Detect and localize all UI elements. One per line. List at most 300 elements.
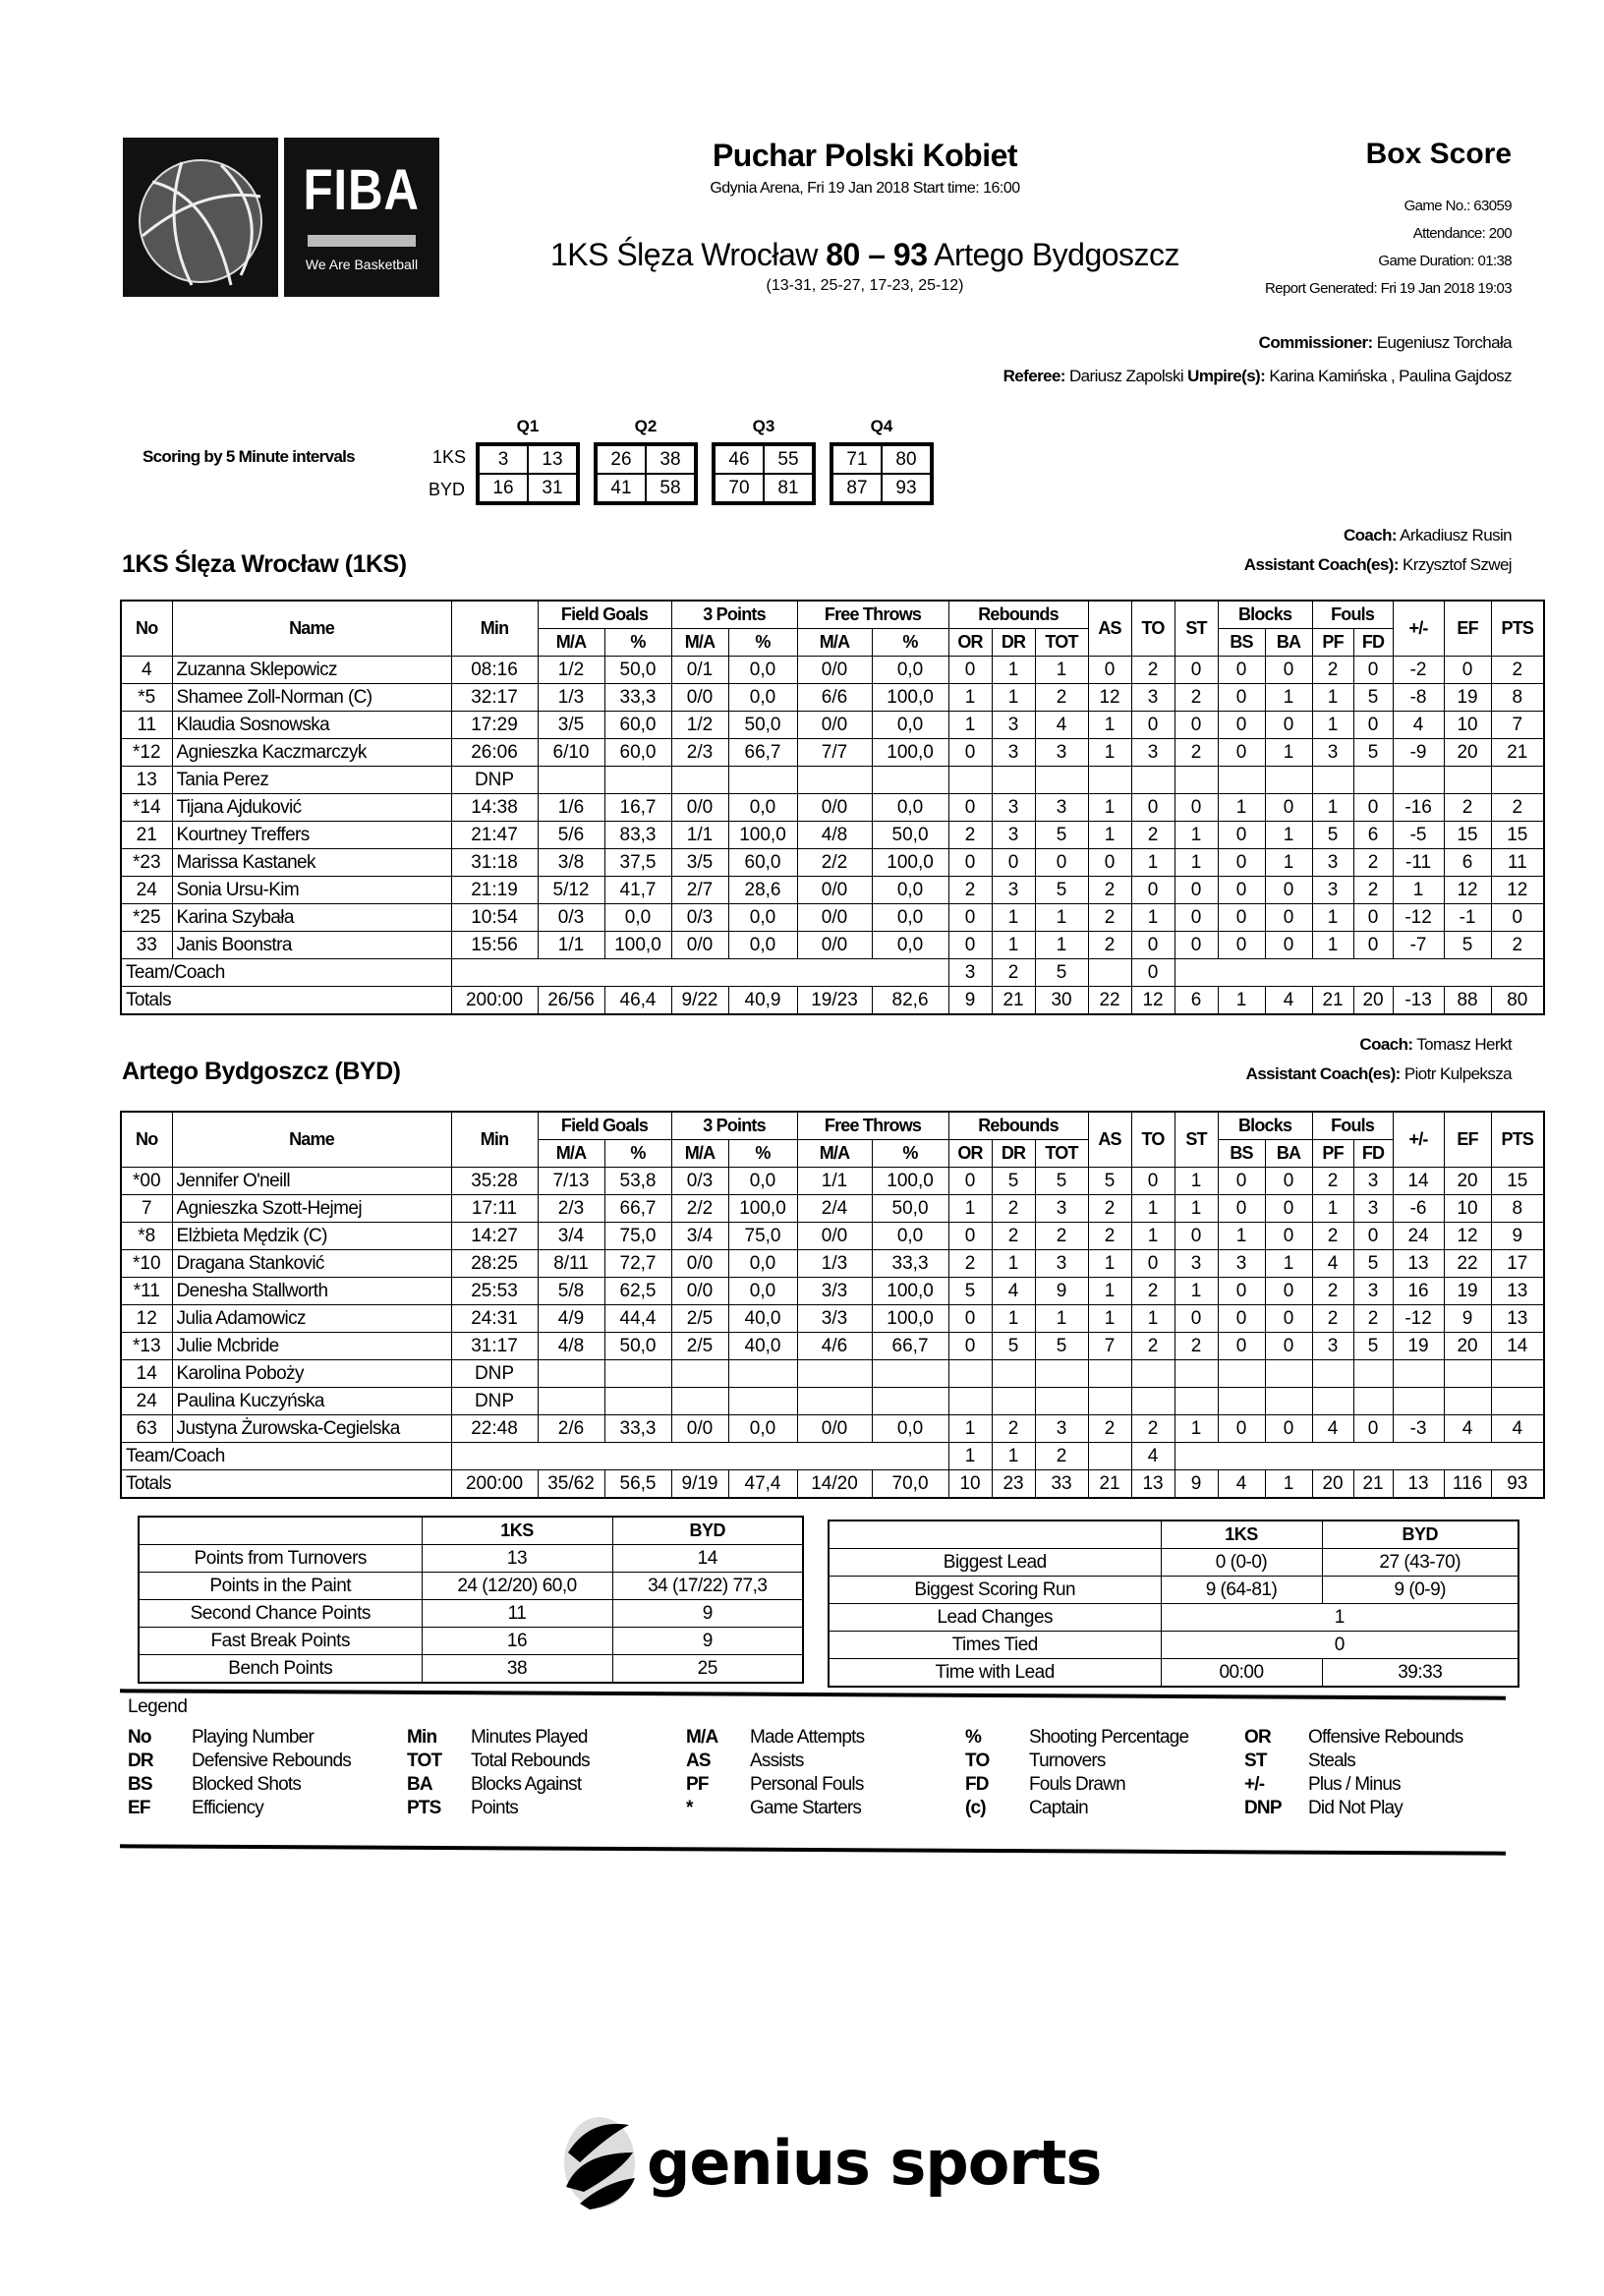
cell-ft-ma: 0/0 [797,712,872,739]
cell-tp-pct: 28,6 [728,877,797,904]
stats-label: Bench Points [139,1655,422,1684]
cell-name: Paulina Kuczyńska [172,1388,451,1415]
cell-pts: 8 [1491,684,1544,712]
logo-bar [308,235,416,247]
cell-as: 1 [1088,822,1131,849]
cell-as: 2 [1088,1415,1131,1443]
cell-number: *12 [121,739,172,767]
cell-pts: 9 [1491,1223,1544,1250]
team-coach-to: 0 [1131,959,1174,987]
legend-abbr: PTS [407,1798,441,1818]
cell-st: 0 [1174,932,1218,959]
cell-fd: 0 [1353,932,1393,959]
cell-pf [1312,1360,1353,1388]
total-dr: 23 [992,1470,1035,1499]
team-stats-table-right [828,1520,1519,1688]
cell-name: Justyna Żurowska-Cegielska [172,1415,451,1443]
cell-ba: 0 [1265,1278,1312,1305]
interval-team-away: BYD [429,480,466,499]
cell-bs: 0 [1218,1278,1265,1305]
col-subheader-tot: TOT [1035,629,1088,657]
col-header-pts: PTS [1491,601,1544,657]
cell-ft-ma: 2/2 [797,849,872,877]
genius-sports-logo [560,2113,1101,2211]
cell-bs: 1 [1218,794,1265,822]
legend-desc: Efficiency [192,1798,263,1818]
assistant-label: Assistant Coach(es): [1243,555,1399,574]
home-team-name: 1KS Ślęza Wrocław [549,237,818,272]
cell-pts [1491,767,1544,794]
col-header-blocks: Blocks [1218,1112,1312,1140]
cell-dr: 5 [992,1333,1035,1360]
cell-ef: 19 [1444,1278,1491,1305]
cell-ft-ma: 3/3 [797,1278,872,1305]
cell-fd: 5 [1353,1333,1393,1360]
cell-pts: 13 [1491,1305,1544,1333]
interval-score-away: 81 [764,474,813,502]
blank-cell [451,959,948,987]
cell-tot: 5 [1035,1168,1088,1195]
total-to: 12 [1131,987,1174,1015]
cell-name: Denesha Stallworth [172,1278,451,1305]
cell-fg-pct [604,1360,671,1388]
col-subheader-pct: % [872,629,948,657]
cell-ft-pct: 33,3 [872,1250,948,1278]
total-st: 9 [1174,1470,1218,1499]
stats-header [829,1521,1161,1549]
total-fg-ma: 26/56 [538,987,604,1015]
cell-ef: 15 [1444,822,1491,849]
cell-fg-ma: 0/3 [538,904,604,932]
total-tot: 30 [1035,987,1088,1015]
cell-plus-minus: -8 [1393,684,1444,712]
total-or: 10 [948,1470,992,1499]
col-header-ef: EF [1444,601,1491,657]
header-row [121,1112,1544,1140]
cell-ef: 2 [1444,794,1491,822]
cell-name: Tijana Ajduković [172,794,451,822]
cell-as: 1 [1088,739,1131,767]
cell-ba [1265,1360,1312,1388]
total-ba: 1 [1265,1470,1312,1499]
cell-tp-pct: 0,0 [728,794,797,822]
cell-name: Zuzanna Sklepowicz [172,657,451,684]
cell-or [948,1360,992,1388]
cell-tot: 1 [1035,657,1088,684]
cell-bs: 0 [1218,684,1265,712]
legend-desc: Defensive Rebounds [192,1751,351,1771]
report-value: Fri 19 Jan 2018 19:03 [1380,280,1512,297]
cell-minutes: 26:06 [451,739,538,767]
col-header-name: Name [172,601,451,657]
cell-plus-minus [1393,1388,1444,1415]
cell-st: 2 [1174,684,1218,712]
col-subheader-ba: BA [1265,629,1312,657]
legend-desc: Plus / Minus [1308,1774,1401,1795]
interval-score-home: 38 [646,445,695,474]
cell-as: 12 [1088,684,1131,712]
cell-st: 1 [1174,1278,1218,1305]
attendance-value: 200 [1488,225,1512,242]
attendance [1265,220,1512,248]
cell-tp-pct: 0,0 [728,1168,797,1195]
totals-label: Totals [121,987,451,1015]
stats-row [139,1600,803,1628]
cell-fd: 0 [1353,657,1393,684]
referees [1003,360,1512,393]
cell-fg-pct: 16,7 [604,794,671,822]
stats-header [139,1517,422,1545]
blank-cell [1174,1443,1544,1470]
col-header-fouls: Fouls [1312,1112,1393,1140]
cell-st: 0 [1174,712,1218,739]
cell-ft-ma [797,1360,872,1388]
cell-or: 0 [948,657,992,684]
cell-pf: 1 [1312,904,1353,932]
col-subheader-bs: BS [1218,1140,1265,1168]
cell-or: 0 [948,1168,992,1195]
cell-fg-ma: 1/3 [538,684,604,712]
cell-tp-pct [728,767,797,794]
col-subheader-pf: PF [1312,629,1353,657]
cell-ft-ma: 0/0 [797,1223,872,1250]
cell-tp-ma: 1/1 [671,822,728,849]
stats-value: 1 [1161,1604,1518,1632]
player-row [121,877,1544,904]
cell-ft-pct: 0,0 [872,794,948,822]
cell-dr: 2 [992,1223,1035,1250]
cell-fg-ma: 4/8 [538,1333,604,1360]
cell-minutes: DNP [451,1388,538,1415]
cell-pf: 2 [1312,1168,1353,1195]
col-subheader-ma: M/A [538,1140,604,1168]
cell-as: 1 [1088,1250,1131,1278]
cell-as: 2 [1088,932,1131,959]
player-row [121,1223,1544,1250]
cell-ft-pct [872,1388,948,1415]
cell-ef: 19 [1444,684,1491,712]
cell-ef [1444,1360,1491,1388]
interval-score-away: 93 [882,474,931,502]
team-coach-tot: 5 [1035,959,1088,987]
cell-number: 33 [121,932,172,959]
stats-value: 9 (0-9) [1322,1577,1518,1604]
col-subheader-pf: PF [1312,1140,1353,1168]
stats-value: 39:33 [1322,1659,1518,1688]
col-subheader-pct: % [604,1140,671,1168]
legend-abbr: M/A [686,1727,718,1748]
commissioner-value: Eugeniusz Torchała [1376,333,1512,352]
cell-tp-pct: 0,0 [728,684,797,712]
cell-name: Julie Mcbride [172,1333,451,1360]
legend-desc: Fouls Drawn [1029,1774,1125,1795]
cell-dr [992,1360,1035,1388]
total-ft-ma: 19/23 [797,987,872,1015]
cell-fg-ma: 7/13 [538,1168,604,1195]
cell-name: Elżbieta Mędzik (C) [172,1223,451,1250]
cell-ef: 6 [1444,849,1491,877]
legend-abbr: * [686,1798,693,1818]
box-score-table-away [120,1111,1545,1499]
legend-desc: Personal Fouls [750,1774,864,1795]
cell-minutes: 21:47 [451,822,538,849]
cell-fg-ma [538,1360,604,1388]
stats-row [139,1545,803,1573]
fiba-logo [123,138,439,297]
quarter-label: Q3 [752,417,775,435]
col-subheader-ma: M/A [797,629,872,657]
cell-bs: 0 [1218,1415,1265,1443]
stats-row [139,1628,803,1655]
cell-tp-ma: 0/0 [671,794,728,822]
col-subheader-ba: BA [1265,1140,1312,1168]
assistant-label: Assistant Coach(es): [1245,1064,1401,1083]
interval-score-home: 46 [715,445,764,474]
stats-value: 25 [612,1655,803,1684]
cell-fg-pct: 53,8 [604,1168,671,1195]
col-header-3-points: 3 Points [671,1112,797,1140]
game-number-label: Game No.: [1404,198,1470,214]
cell-number: 14 [121,1360,172,1388]
stats-value: 14 [612,1545,803,1573]
legend-abbr: Min [407,1727,437,1748]
interval-score-away: 16 [479,474,528,502]
cell-pts: 2 [1491,657,1544,684]
legend-abbr: BS [128,1774,152,1795]
stats-value: 38 [422,1655,612,1684]
legend-abbr: (c) [965,1798,986,1818]
legend-desc: Made Attempts [750,1727,865,1748]
cell-to: 3 [1131,684,1174,712]
total-pf: 21 [1312,987,1353,1015]
cell-ft-ma [797,767,872,794]
cell-fg-ma: 5/6 [538,822,604,849]
cell-st [1174,1360,1218,1388]
col-subheader-pct: % [728,1140,797,1168]
cell-st: 0 [1174,877,1218,904]
cell-st: 0 [1174,1223,1218,1250]
legend-desc: Game Starters [750,1798,862,1818]
total-ft-ma: 14/20 [797,1470,872,1499]
coach-away [1246,1030,1512,1060]
cell-ba: 1 [1265,822,1312,849]
cell-ef: 12 [1444,1223,1491,1250]
cell-tp-pct: 0,0 [728,1250,797,1278]
cell-name: Jennifer O'neill [172,1168,451,1195]
cell-ft-ma [797,1388,872,1415]
col-header-plus-minus: +/- [1393,601,1444,657]
cell-ft-ma: 1/3 [797,1250,872,1278]
cell-pf: 2 [1312,1305,1353,1333]
cell-fg-pct: 72,7 [604,1250,671,1278]
cell-minutes: 22:48 [451,1415,538,1443]
quarter-block [594,442,698,505]
game-number-value: 63059 [1473,198,1512,214]
cell-dr: 1 [992,1305,1035,1333]
total-pf: 20 [1312,1470,1353,1499]
stats-value: 0 [1161,1632,1518,1659]
cell-pf: 1 [1312,684,1353,712]
cell-fg-pct: 41,7 [604,877,671,904]
cell-plus-minus: 24 [1393,1223,1444,1250]
cell-bs: 0 [1218,877,1265,904]
cell-st: 2 [1174,739,1218,767]
col-header-min: Min [451,1112,538,1168]
cell-fg-pct: 0,0 [604,904,671,932]
cell-ft-pct: 0,0 [872,904,948,932]
col-header-rebounds: Rebounds [948,601,1088,629]
cell-as: 1 [1088,794,1131,822]
cell-bs [1218,767,1265,794]
fiba-wordmark: FIBA [303,158,421,222]
legend-column [407,1726,686,1820]
cell-as: 2 [1088,1223,1131,1250]
cell-pts: 2 [1491,932,1544,959]
cell-pts: 15 [1491,1168,1544,1195]
fiba-tagline: We Are Basketball [305,257,419,272]
cell-number: *10 [121,1250,172,1278]
cell-fd [1353,1360,1393,1388]
cell-minutes: 21:19 [451,877,538,904]
interval-score-away: 87 [832,474,882,502]
totals-row [121,1470,1544,1499]
attendance-label: Attendance: [1412,225,1486,242]
cell-ba: 0 [1265,1195,1312,1223]
legend-abbr: No [128,1727,151,1748]
cell-pf: 3 [1312,1333,1353,1360]
legend-desc: Captain [1029,1798,1088,1818]
total-fg-pct: 46,4 [604,987,671,1015]
cell-plus-minus: 4 [1393,712,1444,739]
stats-value: 0 (0-0) [1161,1549,1322,1577]
cell-tot [1035,767,1088,794]
game-number [1265,193,1512,220]
legend-column [128,1726,407,1820]
cell-ft-pct [872,1360,948,1388]
total-plus-minus: 13 [1393,1470,1444,1499]
totals-label: Totals [121,1470,451,1499]
cell-pts: 4 [1491,1415,1544,1443]
total-fd: 20 [1353,987,1393,1015]
divider [120,1689,1506,1699]
coaches-away [1246,1030,1512,1089]
cell-ba: 0 [1265,712,1312,739]
cell-tot: 9 [1035,1278,1088,1305]
cell-tot: 4 [1035,712,1088,739]
total-tp-ma: 9/22 [671,987,728,1015]
referee-value: Dariusz Zapolski [1068,367,1184,385]
coach-value: Arkadiusz Rusin [1400,526,1512,545]
team-coach-row [121,1443,1544,1470]
cell-pts: 13 [1491,1278,1544,1305]
cell-to: 0 [1131,1250,1174,1278]
cell-tot: 5 [1035,1333,1088,1360]
total-pts: 93 [1491,1470,1544,1499]
cell-fg-ma: 1/1 [538,932,604,959]
cell-tp-ma: 0/0 [671,1415,728,1443]
cell-ft-ma: 1/1 [797,1168,872,1195]
cell-or [948,767,992,794]
box-score-table-home [120,600,1545,1015]
cell-number: 11 [121,712,172,739]
legend-column [1244,1726,1523,1820]
player-row [121,822,1544,849]
cell-dr: 2 [992,1195,1035,1223]
umpires-value: Karina Kamińska , Paulina Gajdosz [1269,367,1512,385]
cell-ba: 0 [1265,1223,1312,1250]
cell-tot: 1 [1035,932,1088,959]
cell-ef: 0 [1444,657,1491,684]
cell-pf: 2 [1312,1278,1353,1305]
cell-tp-ma: 2/3 [671,739,728,767]
cell-fg-pct: 62,5 [604,1278,671,1305]
cell-or: 0 [948,1305,992,1333]
quarter-block [830,442,934,505]
cell-fd: 2 [1353,1305,1393,1333]
legend-abbr: % [965,1727,982,1748]
cell-tp-ma: 2/7 [671,877,728,904]
cell-name: Agnieszka Szott-Hejmej [172,1195,451,1223]
stats-label: Times Tied [829,1632,1161,1659]
cell-ft-pct: 66,7 [872,1333,948,1360]
cell-tp-ma [671,1388,728,1415]
cell-st: 1 [1174,849,1218,877]
cell-st: 1 [1174,822,1218,849]
cell-name: Marissa Kastanek [172,849,451,877]
cell-ft-pct: 0,0 [872,712,948,739]
team-coach-dr: 1 [992,1443,1035,1470]
cell-tp-pct: 40,0 [728,1305,797,1333]
total-as: 22 [1088,987,1131,1015]
stats-value: 9 [612,1600,803,1628]
cell-tp-pct: 60,0 [728,849,797,877]
cell-to [1131,1388,1174,1415]
cell-tp-ma: 0/0 [671,932,728,959]
cell-number: 4 [121,657,172,684]
legend-column [686,1726,965,1820]
cell-ft-pct: 100,0 [872,684,948,712]
legend-desc: Blocks Against [471,1774,582,1795]
cell-tp-ma [671,1360,728,1388]
genius-sports-wordmark: genius sports [647,2126,1102,2199]
cell-bs: 0 [1218,657,1265,684]
cell-tot: 1 [1035,1305,1088,1333]
cell-tp-ma [671,767,728,794]
cell-dr: 3 [992,739,1035,767]
legend-abbr: TOT [407,1751,442,1771]
officials [1003,326,1512,393]
cell-dr: 1 [992,684,1035,712]
coach-label: Coach: [1343,526,1397,545]
blank-cell [1174,959,1544,987]
cell-to: 0 [1131,712,1174,739]
cell-plus-minus: -12 [1393,904,1444,932]
cell-plus-minus: -6 [1393,1195,1444,1223]
cell-bs [1218,1388,1265,1415]
cell-dr: 4 [992,1278,1035,1305]
cell-minutes: 17:29 [451,712,538,739]
cell-as [1088,767,1131,794]
assistant-away [1246,1060,1512,1089]
cell-or: 1 [948,684,992,712]
cell-pts: 0 [1491,904,1544,932]
cell-fd: 0 [1353,712,1393,739]
cell-tot: 3 [1035,1250,1088,1278]
stats-label: Biggest Lead [829,1549,1161,1577]
cell-to: 0 [1131,932,1174,959]
cell-bs: 0 [1218,712,1265,739]
cell-fg-pct: 60,0 [604,712,671,739]
